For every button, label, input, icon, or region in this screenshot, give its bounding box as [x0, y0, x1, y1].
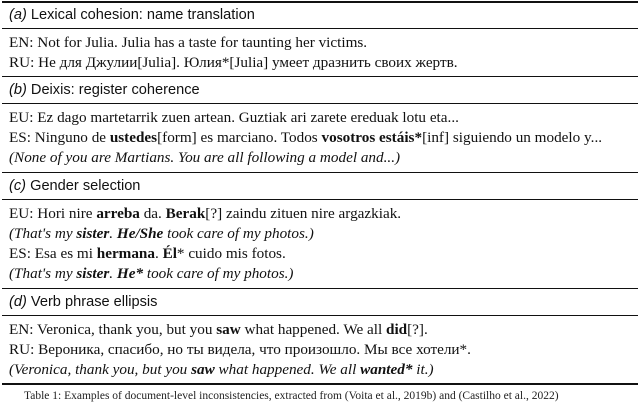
top-rule [2, 1, 638, 3]
example-line [9, 34, 367, 51]
example-line [9, 361, 434, 378]
text-segment: [inf] siguiendo un modelo y... [422, 129, 603, 146]
text-segment: sister [76, 265, 110, 282]
example-line [9, 205, 401, 222]
example-line [9, 245, 286, 262]
text-segment: (None of you are Martians. You are all following a model and...) [9, 149, 401, 166]
section-title-text: Deixis: register coherence [30, 82, 200, 98]
example-line [9, 149, 400, 166]
bottom-rule [2, 383, 638, 385]
section-label: (d) [9, 294, 27, 310]
text-segment: what happened. We all [240, 321, 386, 338]
text-segment: (Veronica, thank you, but you [9, 361, 192, 378]
text-segment: * cuido mis fotos. [176, 245, 286, 262]
rule [2, 288, 638, 289]
rule [2, 28, 638, 29]
text-segment: it.) [412, 361, 434, 378]
text-segment: He* [116, 265, 144, 282]
text-segment: da. [139, 205, 166, 222]
text-segment: took care of my photos.) [143, 265, 294, 282]
text-segment: what happened. We all [214, 361, 361, 378]
text-segment: hermana [96, 245, 155, 262]
example-line [9, 321, 428, 338]
text-segment: . [109, 225, 117, 242]
table-caption: Table 1: Examples of document-level inconsistencies, extracted from (Voita et al., 2019b) and (Castilho et al., 2022) [24, 390, 559, 402]
example-line [9, 129, 602, 146]
text-segment: took care of my photos.) [163, 225, 314, 242]
rule [2, 76, 638, 77]
section-label: (c) [9, 178, 27, 194]
text-segment: arreba [96, 205, 140, 222]
section-label: (a) [9, 7, 27, 23]
rule [2, 199, 638, 200]
example-line [9, 341, 471, 358]
text-segment: wanted* [360, 361, 413, 378]
text-segment: sister [76, 225, 110, 242]
text-segment: (That's my [9, 225, 77, 242]
text-segment: ES: Esa es mi [9, 245, 97, 262]
text-segment: Berak [165, 205, 206, 222]
text-segment: saw [191, 361, 215, 378]
text-segment: (That's my [9, 265, 77, 282]
example-line [9, 225, 314, 242]
text-segment: did [386, 321, 408, 338]
section-title-text: Lexical cohesion: name translation [30, 7, 255, 23]
text-segment: EN: Not for Julia. Julia has a taste for taunting her victims. [9, 34, 368, 51]
section-label: (b) [9, 82, 27, 98]
text-segment: . [109, 265, 117, 282]
section-title-text: Gender selection [30, 178, 141, 194]
text-segment: saw [216, 321, 241, 338]
text-segment: Él [162, 245, 177, 262]
rule [2, 103, 638, 104]
text-segment: EU: Ez dago martetarrik zuen artean. Guztiak ari zarete ereduak lotu eta... [9, 109, 459, 126]
text-segment: [form] es marciano. Todos [157, 129, 322, 146]
text-segment: RU: Не для Джулии[Julia]. Юлия*[Julia] умеет дразнить своих жертв. [9, 54, 458, 71]
section-a-title [9, 7, 255, 24]
rule [2, 315, 638, 316]
example-line [9, 265, 293, 282]
text-segment: vosotros estáis* [321, 129, 423, 146]
rule [2, 172, 638, 173]
text-segment: ustedes [109, 129, 158, 146]
text-segment: ES: Ninguno de [9, 129, 110, 146]
section-d-title [9, 294, 157, 311]
section-title-text: Verb phrase ellipsis [30, 294, 158, 310]
example-line [9, 109, 459, 126]
text-segment: RU: Вероника, спасибо, но ты видела, что произошло. Мы все хотели*. [9, 341, 471, 358]
text-segment: EU: Hori nire [9, 205, 97, 222]
section-b-title [9, 82, 200, 99]
text-segment: EN: Veronica, thank you, but you [9, 321, 217, 338]
section-c-title [9, 178, 140, 195]
example-line [9, 54, 458, 71]
text-segment: He/She [116, 225, 164, 242]
text-segment: . [154, 245, 163, 262]
text-segment: [?]. [407, 321, 428, 338]
text-segment: [?] zaindu zituen nire argazkiak. [205, 205, 402, 222]
